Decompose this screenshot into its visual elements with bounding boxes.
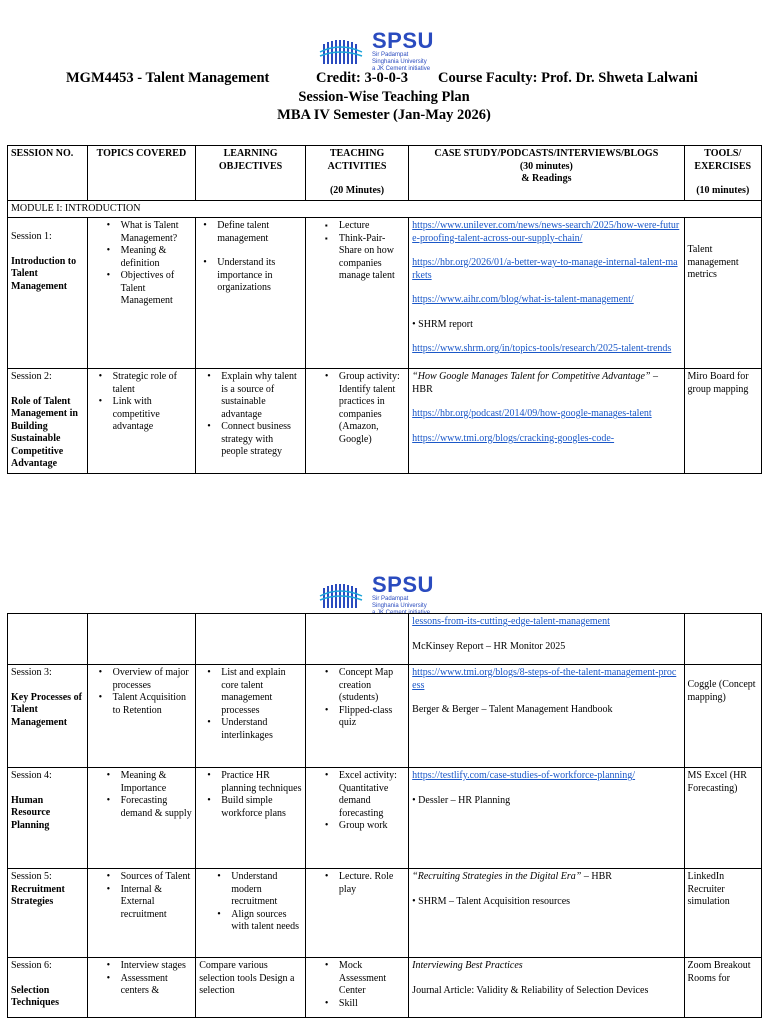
objectives-cell [196,369,306,474]
case-cell [409,369,684,474]
objectives-cell: Compare various selection tools Design a selection [196,958,306,1018]
session-label: Session 2: [11,371,52,382]
course-faculty: Course Faculty: Prof. Dr. Shweta Lalwani [438,70,698,86]
list-item: ▪ Think-Pair-Share on how companies manage talent [339,233,405,283]
topics-list [91,667,193,717]
objectives-cell [196,218,306,369]
resource-link[interactable]: https://www.unilever.com/news/news-search/2025/how-were-future-proofing-talent-across-our-supply-chain/ [412,220,680,244]
topics-cell [87,665,196,768]
table-row [8,218,762,369]
header-tools-time: (10 minutes) [696,185,750,196]
logo-line-1: Sir Padampat [372,596,409,602]
list-item: • Excel activity: Quantitative demand forecasting [339,770,405,820]
activities-cell [305,614,408,665]
tools-cell: MS Excel (HR Forecasting) [684,768,761,869]
logo-line-2: Singhania University [372,59,427,65]
case-source: – HBR [581,871,612,882]
header-case-readings: & Readings [521,173,572,184]
session-title: Selection Techniques [11,984,59,1008]
list-item: • Understand modern recruitment [231,871,302,909]
objectives-list [199,770,302,820]
table-row [8,369,762,474]
resource-note: • Dessler – HR Planning [412,794,511,806]
tools-cell: LinkedIn Recruiter simulation [684,869,761,958]
course-credit: Credit: 3-0-0-3 [316,70,408,86]
topics-list [91,770,193,820]
logo-line-1: Sir Padampat [372,52,409,58]
list-item: • Understand interlinkages [221,717,302,742]
case-title: Interviewing Best Practices [412,960,523,971]
session-label: Session 1: [11,231,52,242]
objectives-cell [196,614,306,665]
session-title: Introduction to Talent Management [11,255,77,292]
topics-cell [87,958,196,1018]
topics-cell [87,218,196,369]
session-title: Role of Talent Management in Building Sustainable Competitive Advantage [11,395,78,469]
list-item: • Understand its importance in organizations [217,257,302,295]
activities-list [309,220,405,283]
tools-text: Talent management metrics [687,244,739,280]
topics-cell [87,614,196,665]
list-item: • Talent Acquisition to Retention [113,692,193,717]
session-label: Session 4: [11,770,52,781]
semester-title: MBA IV Semester (Jan-May 2026) [277,107,491,123]
activities-list [309,960,405,1010]
table-row [8,614,762,665]
objectives-list [199,371,302,459]
table-header-row [8,146,762,201]
resource-link[interactable]: https://hbr.org/2026/01/a-better-way-to-manage-internal-talent-markets [412,257,678,281]
list-item: • Objectives of Talent Management [121,270,193,308]
objectives-cell [196,665,306,768]
list-item: • Interview stages [121,960,193,973]
resource-link[interactable]: https://www.shrm.org/in/topics-tools/research/2025-talent-trends [412,343,672,354]
resource-link[interactable]: https://www.tmi.org/blogs/cracking-googles-code- [412,432,615,444]
topics-cell [87,369,196,474]
resource-note: Berger & Berger – Talent Management Handbook [412,704,613,715]
topics-cell [87,768,196,869]
university-logo [318,574,434,617]
topics-list [91,960,193,998]
list-item: • Strategic role of talent [113,371,193,396]
list-item: • Explain why talent is a source of sustainable advantage [221,371,302,421]
session-title: Human Resource Planning [11,794,51,831]
header-case-label: CASE STUDY/PODCASTS/INTERVIEWS/BLOGS [434,148,659,159]
logo-line-3: a JK Cement initiative [372,610,431,616]
globe-icon [318,582,368,610]
tools-cell: Zoom Breakout Rooms for [684,958,761,1018]
list-item: • Assessment centers & [121,973,193,998]
session-label: Session 6: [11,960,52,971]
session-cell [8,614,88,665]
header-objectives: LEARNING OBJECTIVES [196,146,306,201]
activities-cell [305,218,408,369]
activities-cell [305,369,408,474]
resource-link[interactable]: https://www.aihr.com/blog/what-is-talent-management/ [412,294,634,305]
case-title-text: “Recruiting Strategies in the Digital Era” [412,871,582,882]
session-cell [8,768,88,869]
list-item: • What is Talent Management? [121,220,193,245]
case-cell [409,218,684,369]
course-code: MGM4453 - Talent Management [66,70,270,86]
session-cell [8,369,88,474]
list-item: • List and explain core talent management processes [221,667,302,717]
activities-list [309,371,405,446]
resource-link[interactable]: lessons-from-its-cutting-edge-talent-management [412,616,610,627]
header-activities-time: (20 Minutes) [329,185,385,196]
table-row [8,869,762,958]
objectives-list [199,871,302,934]
resource-link[interactable]: https://www.tmi.org/blogs/8-steps-of-the-talent-management-process [412,667,677,691]
tools-cell [684,665,761,768]
logo-brand: SPSU [372,28,434,53]
objectives-cell [196,768,306,869]
header-tools-label: TOOLS/ EXERCISES [694,148,752,172]
activities-cell [305,768,408,869]
activities-cell [305,869,408,958]
list-item: • Link with competitive advantage [113,396,193,434]
header-case [409,146,684,201]
session-cell [8,665,88,768]
topics-cell [87,869,196,958]
session-title: Key Processes of Talent Management [11,691,82,728]
globe-icon [318,38,368,66]
tools-cell [684,614,761,665]
session-cell [8,869,88,958]
case-cell [409,958,684,1018]
case-title-text: “How Google Manages Talent for Competitive Advantage” [412,371,651,382]
resource-note: McKinsey Report – HR Monitor 2025 [412,640,566,652]
header-session: SESSION NO. [8,146,88,201]
activities-list [309,667,405,730]
list-item: • Sources of Talent [121,871,193,884]
case-title [412,871,680,884]
list-item: • Mock Assessment Center [339,960,405,998]
session-cell [8,218,88,369]
case-title [412,371,680,396]
topics-list [91,371,193,434]
activities-cell [305,958,408,1018]
activities-list [309,871,405,896]
session-label: Session 5: [11,871,52,882]
list-item: • Meaning & Importance [121,770,193,795]
list-item: • Connect business strategy with people strategy [221,421,302,459]
case-cell [409,869,684,958]
resource-note: • SHRM – Talent Acquisition resources [412,895,571,907]
logo-brand: SPSU [372,572,434,597]
list-item: • Build simple workforce plans [221,795,302,820]
tools-cell: Miro Board for group mapping [684,369,761,474]
list-item: • Overview of major processes [113,667,193,692]
objectives-cell [196,869,306,958]
header-activities [305,146,408,201]
list-item: • Align sources with talent needs [231,909,302,934]
logo-line-2: Singhania University [372,603,427,609]
session-cell [8,958,88,1018]
teaching-plan-table-continued [7,613,762,1018]
list-item: • Practice HR planning techniques [221,770,302,795]
case-cell [409,665,684,768]
list-item: • Lecture. Role play [339,871,405,896]
tools-text: Coggle (Concept mapping) [687,679,756,703]
teaching-plan-table [7,145,762,474]
case-source: – HBR [412,371,658,395]
list-item: • Define talent management [217,220,302,245]
tools-cell [684,218,761,369]
activities-list [309,770,405,833]
list-item: • Concept Map creation (students) [339,667,405,705]
table-row [8,768,762,869]
university-logo [318,30,434,73]
plan-title: Session-Wise Teaching Plan [298,89,470,105]
list-item: • Meaning & definition [121,245,193,270]
table-row [8,958,762,1018]
list-item: ▪ Lecture [339,220,405,233]
module-title: MODULE I: INTRODUCTION [8,200,762,218]
resource-note: • SHRM report [412,318,473,330]
topics-list [91,871,193,921]
objectives-list [199,220,302,295]
list-item: • Skill [339,998,405,1011]
topics-list [91,220,193,308]
module-row [8,200,762,218]
resource-note: Journal Article: Validity & Reliability of Selection Devices [412,984,649,996]
activities-cell [305,665,408,768]
list-item: • Internal & External recruitment [121,884,193,922]
header-activities-label: TEACHING ACTIVITIES [327,148,387,172]
resource-link[interactable]: https://hbr.org/podcast/2014/09/how-google-manages-talent [412,408,652,419]
list-item: • Group work [339,820,405,833]
resource-link[interactable]: https://testlify.com/case-studies-of-workforce-planning/ [412,770,636,781]
list-item: • Group activity: Identify talent practices in companies (Amazon, Google) [339,371,405,446]
objectives-list [199,667,302,742]
case-cell [409,614,684,665]
list-item: • Flipped-class quiz [339,705,405,730]
session-label: Session 3: [11,667,52,678]
table-row [8,665,762,768]
page-2 [0,520,768,1024]
session-title: Recruitment Strategies [11,883,65,907]
header-case-time: (30 minutes) [519,160,573,172]
header-tools [684,146,761,201]
case-cell [409,768,684,869]
header-topics: TOPICS COVERED [87,146,196,201]
list-item: • Forecasting demand & supply [121,795,193,820]
logo-line-3: a JK Cement initiative [372,66,431,72]
